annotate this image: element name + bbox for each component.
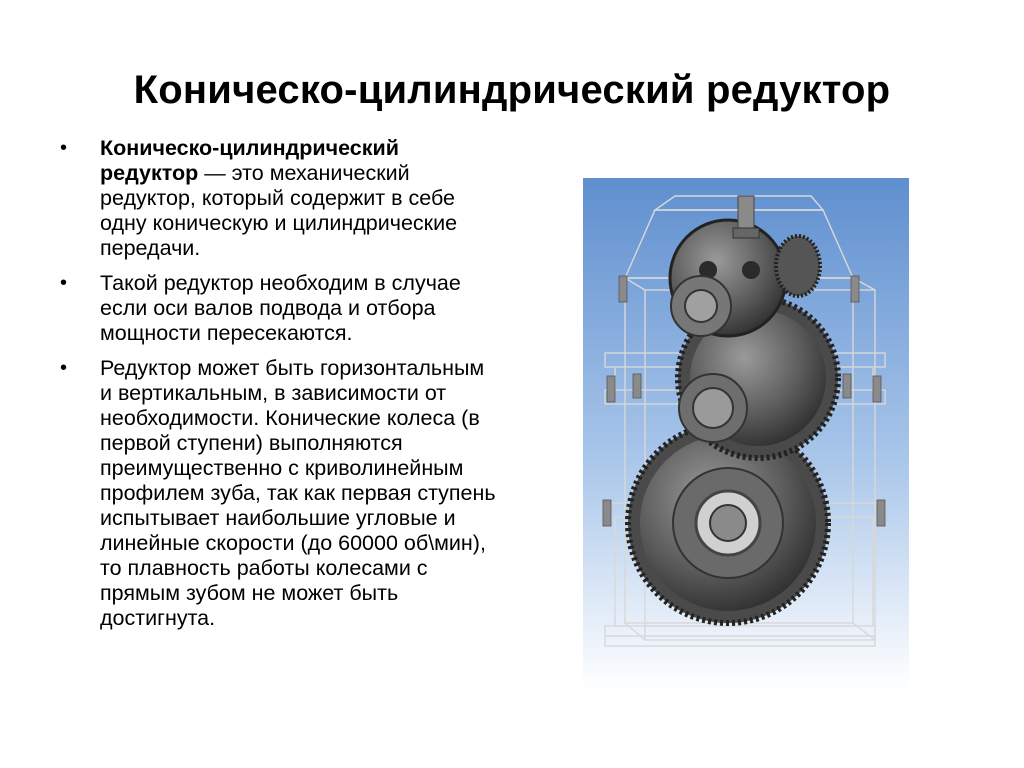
bullet-dot-icon: • — [60, 357, 68, 379]
bullet-term: Коническо-цилиндрический редуктор — [100, 136, 399, 185]
gearbox-3d-render-image — [583, 178, 909, 690]
bullet-text: Такой редуктор необходим в случае если оси валов подвода и отбора мощности пересекаются. — [100, 271, 461, 345]
bullet-item-orientation — [60, 356, 500, 631]
bullet-dot-icon: • — [60, 137, 68, 159]
bullet-item-definition — [60, 136, 500, 261]
bullet-item-usage — [60, 271, 500, 346]
bullet-text: — это механический редуктор, который содержит в себе одну коническую и цилиндрические передачи. — [100, 161, 458, 260]
slide-title: Коническо-цилиндрический редуктор — [133, 68, 891, 112]
bullet-list — [60, 136, 500, 641]
bullet-text: Редуктор может быть горизонтальным и вертикальным, в зависимости от необходимости. Конические колеса (в первой ступени) выполняются преимущественно с криволинейным профилем зуба, так как первая ступень испытывает наибольшие угловые и линейные скорости (до 60000 об\мин), то плавность работы колесами с прямым зубом не может быть достигнута. — [100, 356, 496, 630]
bullet-dot-icon: • — [60, 272, 68, 294]
